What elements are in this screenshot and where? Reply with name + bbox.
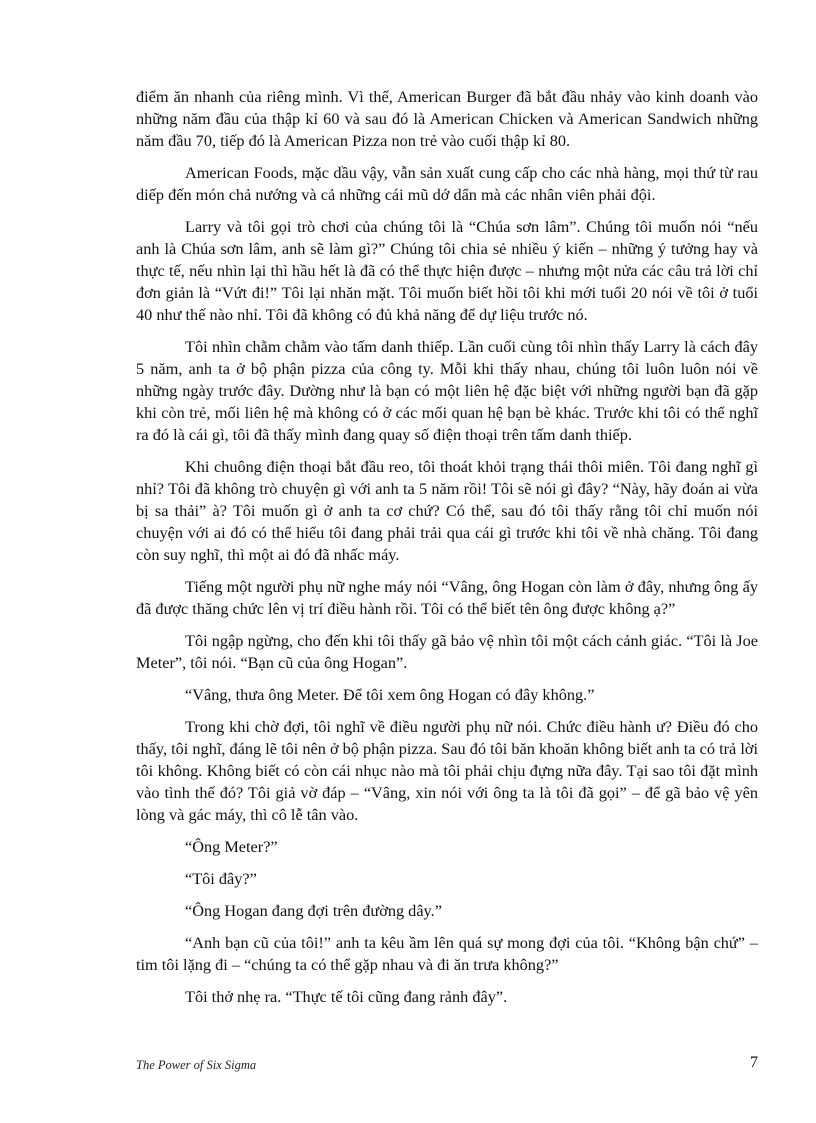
page-number: 7 [750,1054,758,1071]
page-body [136,86,758,1018]
paragraph: “Vâng, thưa ông Meter. Để tôi xem ông Hogan có đây không.” [185,685,595,704]
paragraph: Tôi nhìn chằm chằm vào tấm danh thiếp. Lần cuối cùng tôi nhìn thấy Larry là cách đây 5 năm, anh ta ở bộ phận pizza của công ty. Mỗi khi thấy nhau, chúng tôi luôn luôn nói về những ngày trước đây. Dường như là bạn có một liên hệ đặc biệt với những người bạn đã gặp khi còn trẻ, mối liên hệ mà không có ở các mối quan hệ bạn bè khác. Trước khi tôi có thể nghĩ ra đó là cái gì, tôi đã thấy mình đang quay số điện thoại trên tấm danh thiếp. [136,337,758,444]
paragraph: “Ông Hogan đang đợi trên đường dây.” [185,901,442,920]
paragraph: Trong khi chờ đợi, tôi nghĩ về điều người phụ nữ nói. Chức điều hành ư? Điều đó cho thấy, tôi nghĩ, đáng lẽ tôi nên ở bộ phận pizza. Sau đó tôi băn khoăn không biết anh ta có trả lời tôi không. Không biết có còn cái nhục nào mà tôi phải chịu đựng nữa đây. Tại sao tôi đặt mình vào tình thế đó? Tôi giả vờ đáp – “Vâng, xin nói với ông ta là tôi đã gọi” – để gã bảo vệ yên lòng và gác máy, thì cô lễ tân vào. [136,717,758,824]
paragraph: Tôi ngập ngừng, cho đến khi tôi thấy gã bảo vệ nhìn tôi một cách cảnh giác. “Tôi là Joe Meter”, tôi nói. “Bạn cũ của ông Hogan”. [136,631,758,672]
paragraph: Tôi thở nhẹ ra. “Thực tế tôi cũng đang rảnh đây”. [185,987,508,1006]
paragraph: “Tôi đây?” [185,869,257,888]
paragraph: Larry và tôi gọi trò chơi của chúng tôi là “Chúa sơn lâm”. Chúng tôi muốn nói “nếu anh là Chúa sơn lâm, anh sẽ làm gì?” Chúng tôi chia sẻ nhiều ý kiến – những ý tưởng hay và thực tế, nếu nhìn lại thì hầu hết là đã có thể thực hiện được – nhưng một nửa các câu trả lời chỉ đơn giản là “Vứt đi!” Tôi lại nhăn mặt. Tôi muốn biết hồi tôi khi mới tuổi 20 nói về tôi ở tuổi 40 như thế nào nhỉ. Tôi đã không có đủ khả năng để dự liệu trước nó. [136,217,758,324]
footer-book-title: The Power of Six Sigma [136,1058,257,1072]
paragraph-continuation: điểm ăn nhanh của riêng mình. Vì thế, American Burger đã bắt đầu nhảy vào kinh doanh vào những năm đầu của thập kỉ 60 và sau đó là American Chicken và American Sandwich những năm đầu 70, tiếp đó là American Pizza non trẻ vào cuối thập kỉ 80. [136,87,758,150]
paragraph: Tiếng một người phụ nữ nghe máy nói “Vâng, ông Hogan còn làm ở đây, nhưng ông ấy đã được thăng chức lên vị trí điều hành rồi. Tôi có thể biết tên ông được không ạ?” [136,577,758,618]
paragraph: American Foods, mặc dầu vậy, vẫn sản xuất cung cấp cho các nhà hàng, mọi thứ từ rau diếp đến món chả nướng và cả những cái mũ dớ dẩn mà các nhân viên phải đội. [136,163,758,204]
paragraph: Khi chuông điện thoại bắt đầu reo, tôi thoát khỏi trạng thái thôi miên. Tôi đang nghĩ gì nhỉ? Tôi đã không trò chuyện gì với anh ta 5 năm rồi! Tôi sẽ nói gì đây? “Này, hãy đoán ai vừa bị sa thải” à? Tôi muốn gì ở anh ta cơ chứ? Có thể, sau đó tôi thấy rằng tôi chỉ muốn nói chuyện với ai đó có thể hiểu tôi đang phải trải qua cái gì trước khi tôi về nhà chăng. Tôi đang còn suy nghĩ, thì một ai đó đã nhấc máy. [136,457,758,564]
paragraph: “Anh bạn cũ của tôi!” anh ta kêu ầm lên quá sự mong đợi của tôi. “Không bận chứ” – tim tôi lặng đi – “chúng ta có thể gặp nhau và đi ăn trưa không?” [136,933,758,974]
paragraph: “Ông Meter?” [185,837,278,856]
